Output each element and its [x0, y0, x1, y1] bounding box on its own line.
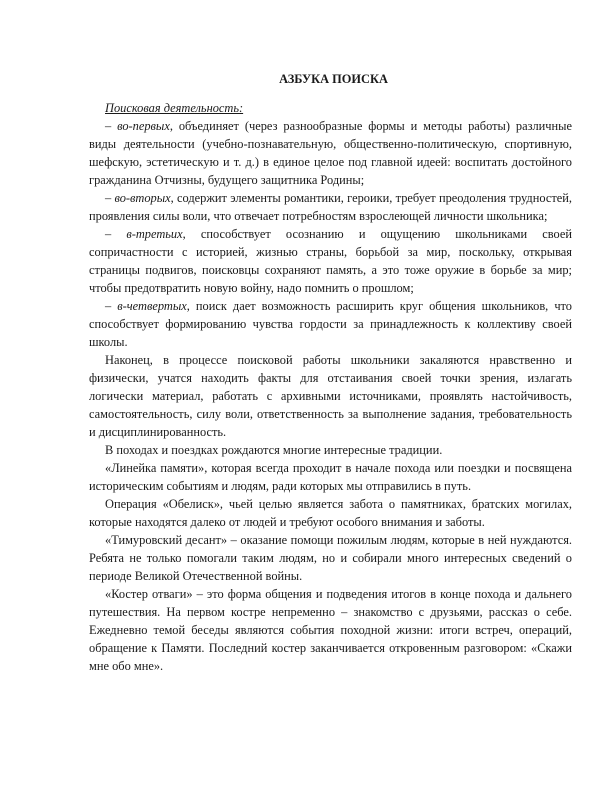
paragraph-conclusion: Наконец, в процессе поисковой работы школьники закаляются нравственно и физически, учатся находить факты для отстаивания своей точки зрения, излагать логически материал, работать с архивными источниками, проявлять настойчивость, самостоятельность, силу воли, ответственность за выполнение задания, требовательность и дисциплинированность. [89, 353, 572, 439]
list-dash: – [105, 299, 118, 313]
list-item-fourth [89, 297, 572, 351]
list-item-text: , объединяет (через разнообразные формы и методы работы) различные виды деятельности (учебно-познавательную, общественно-политическую, спортивную, шефскую, эстетическую и т. д.) в единое целое под главной идеей: воспитать достойного гражданина Отчизны, будущего защитника Родины; [89, 119, 572, 187]
paragraph-memory-line: «Линейка памяти», которая всегда проходит в начале похода или поездки и посвящена историческим событиям и людям, ради которых мы отправились в путь. [89, 461, 572, 493]
section-subheading: Поисковая деятельность: [105, 101, 244, 115]
list-item-third [89, 225, 572, 297]
list-dash: – [105, 191, 115, 205]
paragraph-obelisk: Операция «Обелиск», чьей целью является забота о памятниках, братских могилах, которые находятся далеко от людей и требуют особого внимания и заботы. [89, 497, 572, 529]
page-title: АЗБУКА ПОИСКА [279, 72, 388, 86]
paragraph-traditions: В походах и поездках рождаются многие интересные традиции. [105, 443, 443, 457]
list-item-text: , поиск дает возможность расширить круг общения школьников, что способствует формированию чувства гордости за принадлежность к коллективу своей школы. [89, 299, 573, 349]
document-page [89, 70, 572, 675]
list-item-text: , способствует осознанию и ощущению школьниками своей сопричастности с историей, жизнью страны, борьбой за мир, поскольку, открывая страницы подвигов, поисковцы сохраняют память, а это тоже оружие в борьбе за мир; чтобы предотвратить новую войну, надо помнить о прошлом; [89, 227, 572, 295]
paragraph-timur-landing: «Тимуровский десант» – оказание помощи пожилым людям, которые в ней нуждаются. Ребята не только помогали таким людям, но и собирали много интересных сведений о периоде Великой Отечественной войны. [89, 533, 572, 583]
list-item-second [89, 189, 572, 225]
paragraph-bonfire: «Костер отваги» – это форма общения и подведения итогов в конце похода и дальнего путешествия. На первом костре непременно – знакомство с друзьями, рассказ о себе. Ежедневно темой беседы являются события походной жизни: итоги встреч, операций, обращение к Памяти. Последний костер заканчивается откровенным разговором: «Скажи мне обо мне». [89, 587, 572, 673]
list-item-lead: в-четвертых [117, 299, 187, 313]
list-item-lead: во-первых [117, 119, 170, 133]
list-dash: – [105, 227, 127, 241]
list-item-lead: в-третьих [126, 227, 183, 241]
list-item-first [89, 117, 572, 189]
list-item-lead: во-вторых [114, 191, 171, 205]
list-dash: – [105, 119, 118, 133]
list-item-text: , содержит элементы романтики, героики, требует преодоления трудностей, проявления силы воли, что отвечает потребностям взрослеющей личности школьника; [89, 191, 572, 223]
